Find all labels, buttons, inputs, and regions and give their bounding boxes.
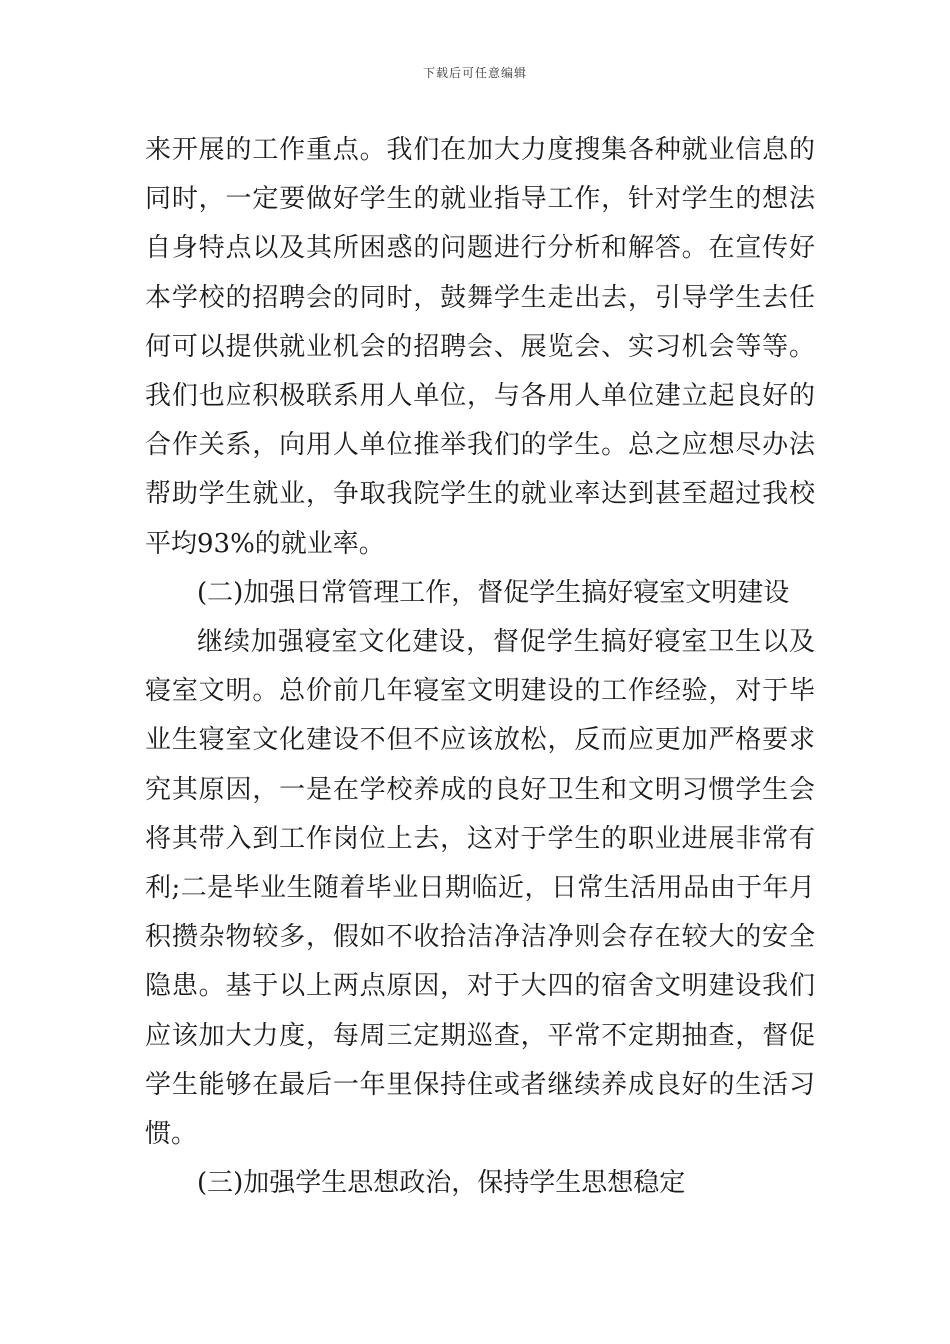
section-heading-dorm-management: (二)加强日常管理工作，督促学生搞好寝室文明建设: [197, 577, 790, 608]
section-heading-ideological-work: (三)加强学生思想政治，保持学生思想稳定: [197, 1168, 686, 1199]
page-header: 下载后可任意编辑: [422, 66, 527, 80]
document-body: [145, 126, 815, 1208]
paragraph-employment-guidance: 来开展的工作重点。我们在加大力度搜集各种就业信息的同时，一定要做好学生的就业指导工作，针对学生的想法自身特点以及其所困惑的问题进行分析和解答。在宣传好本学校的招聘会的同时，鼓舞学生走出去，引导学生去任何可以提供就业机会的招聘会、展览会、实习机会等等。我们也应积极联系用人单位，与各用人单位建立起良好的合作关系，向用人单位推举我们的学生。总之应想尽办法帮助学生就业，争取我院学生的就业率达到甚至超过我校平均93%的就业率。: [145, 135, 815, 559]
paragraph-dorm-culture: 继续加强寝室文化建设，督促学生搞好寝室卫生以及寝室文明。总价前几年寝室文明建设的工作经验，对于毕业生寝室文化建设不但不应该放松，反而应更加严格要求究其原因，一是在学校养成的良好卫生和文明习惯学生会将其带入到工作岗位上去，这对于学生的职业进展非常有利;二是毕业生随着毕业日期临近，日常生活用品由于年月积攒杂物较多，假如不收拾洁净洁净则会存在较大的安全隐患。基于以上两点原因，对于大四的宿舍文明建设我们应该加大力度，每周三定期巡查，平常不定期抽查，督促学生能够在最后一年里保持住或者继续养成良好的生活习惯。: [145, 627, 815, 1150]
